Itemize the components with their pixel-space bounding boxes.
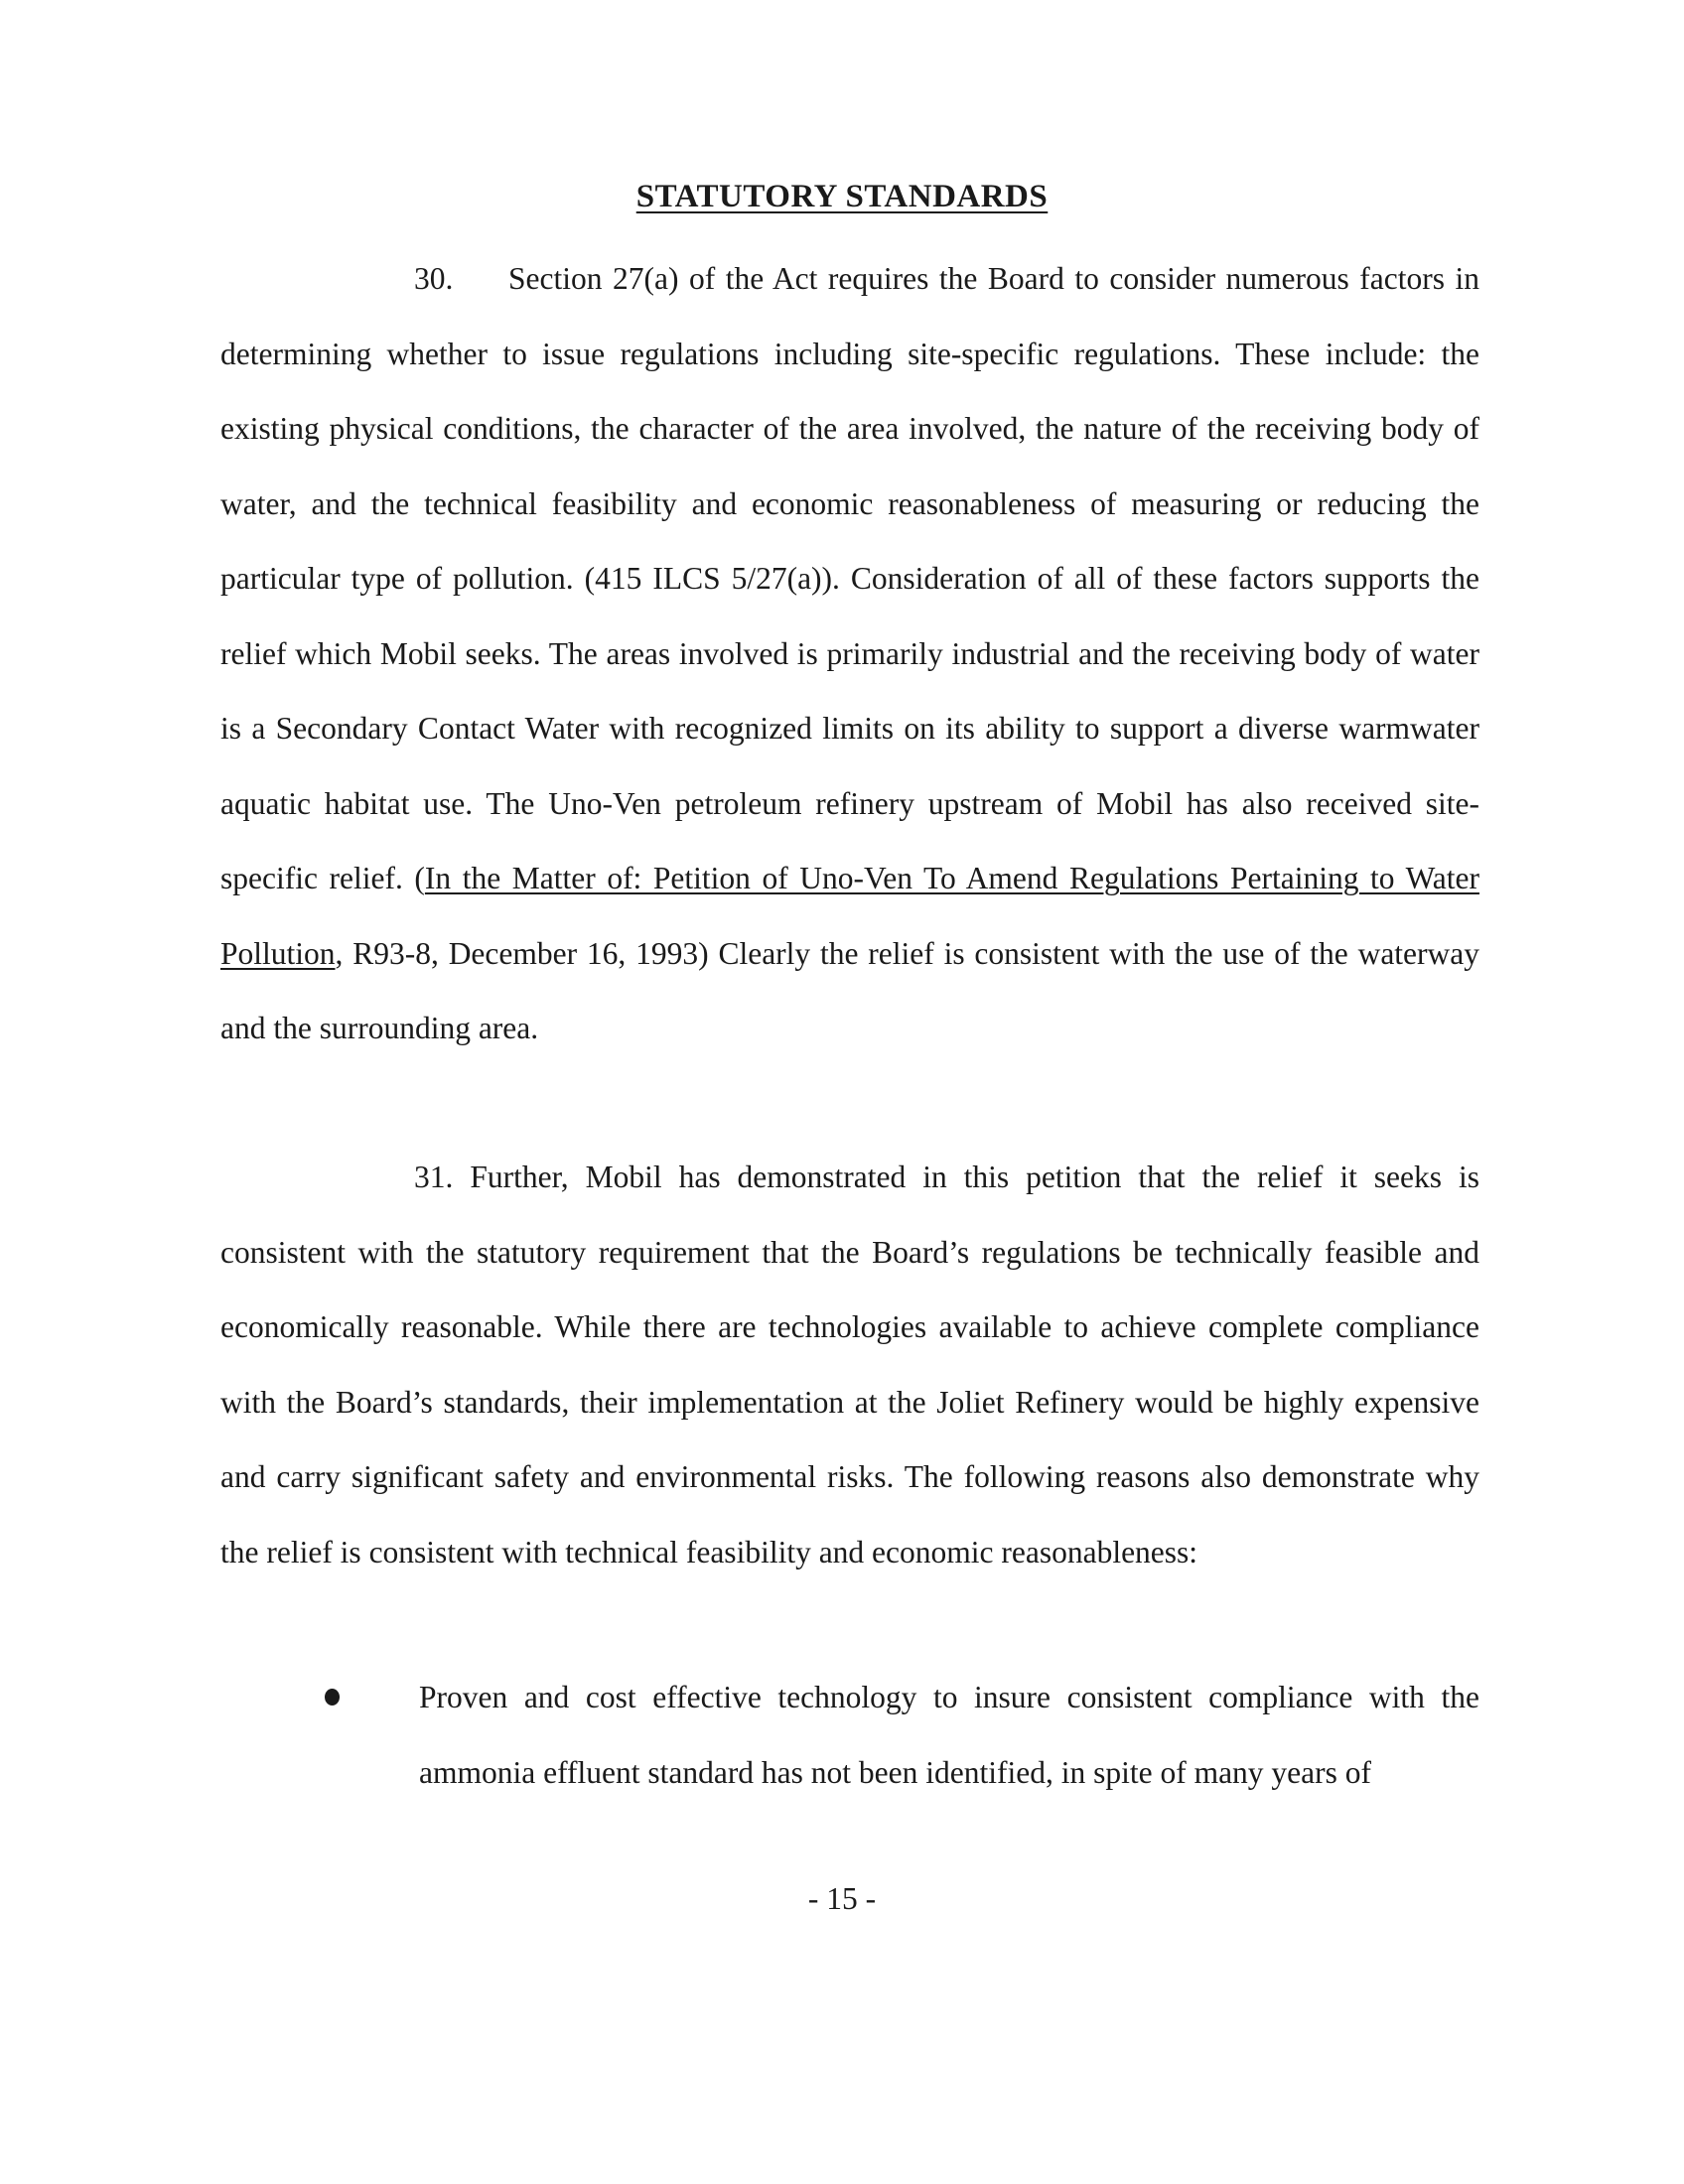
bullet-dot-icon	[325, 1689, 340, 1706]
paragraph-number: 30.	[414, 261, 454, 296]
section-heading: STATUTORY STANDARDS	[635, 179, 1049, 214]
paragraph-31	[220, 1140, 1479, 1589]
bullet-text: Proven and cost effective technology to insure consistent compliance with the ammonia effluent standard has not been identified, in spite of many years of	[419, 1680, 1479, 1790]
paragraph-30	[220, 241, 1479, 1066]
paragraph-text-end: , R93-8, December 16, 1993) Clearly the relief is consistent with the use of the waterway and the surrounding area.	[220, 935, 1479, 1045]
bullet-item	[220, 1660, 1479, 1810]
paragraph-text: 31. Further, Mobil has demonstrated in this petition that the relief it seeks is consistent with the statutory requirement that the Board’s regulations be technically feasible and economically reasonable. While there are technologies available to achieve complete compliance with the Board’s standards, their implementation at the Joliet Refinery would be highly expensive and carry significant safety and environmental risks. The following reasons also demonstrate why the relief is consistent with technical feasibility and economic reasonableness:	[220, 1160, 1479, 1570]
page-number: - 15 -	[807, 1881, 877, 1916]
case-citation: In the Matter of: Petition of Uno-Ven To Amend Regulations Pertaining to Water Pollution	[220, 861, 1479, 971]
paragraph-text: Section 27(a) of the Act requires the Board to consider numerous factors in determining whether to issue regulations including site-specific regulations. These include: the existing physical conditions, the character of the area involved, the nature of the receiving body of water, and the technical feasibility and economic reasonableness of measuring or reducing the particular type of pollution. (415 ILCS 5/27(a)). Consideration of all of these factors supports the relief which Mobil seeks. The areas involved is primarily industrial and the receiving body of water is a Secondary Contact Water with recognized limits on its ability to support a diverse warmwater aquatic habitat use. The Uno-Ven petroleum refinery upstream of Mobil has also received site-specific relief. (	[220, 261, 1479, 895]
